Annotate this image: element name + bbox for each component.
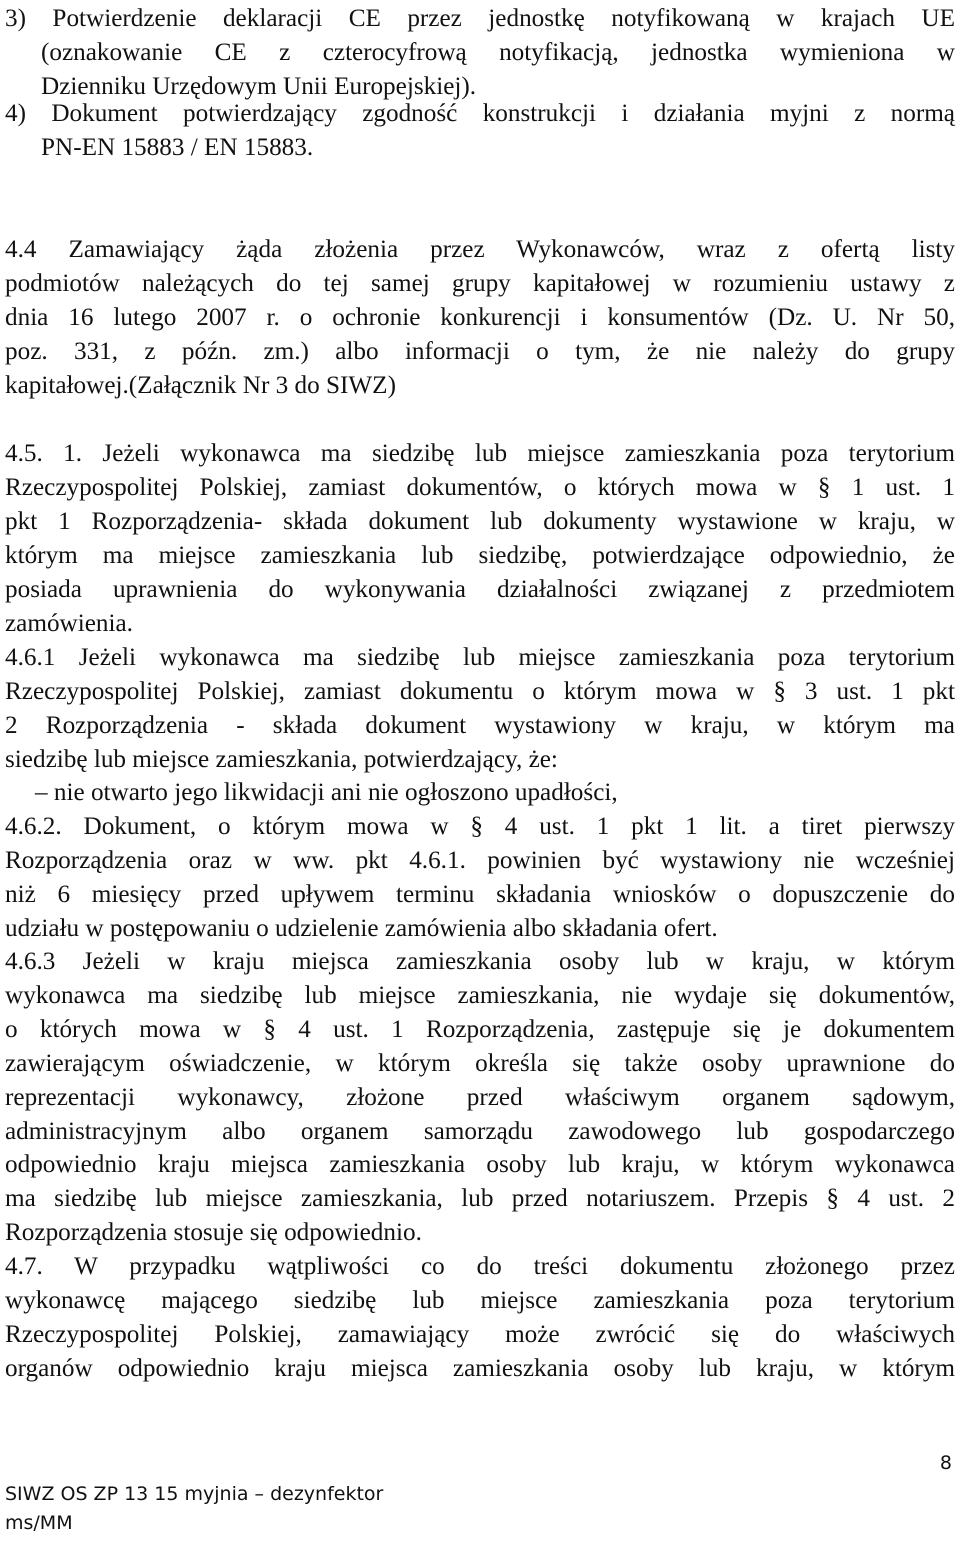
text-line: którym ma miejsce zamieszkania lub siedzibę, potwierdzające odpowiednio, że [5, 541, 955, 569]
text-line: Rzeczypospolitej Polskiej, zamiast dokumentów, o których mowa w § 1 ust. 1 [5, 473, 955, 501]
text-line: Rzeczypospolitej Polskiej, zamiast dokumentu o którym mowa w § 3 ust. 1 pkt [5, 677, 955, 705]
text-line: reprezentacji wykonawcy, złożone przed właściwym organem sądowym, [5, 1083, 955, 1111]
text-line: 4.4 Zamawiający żąda złożenia przez Wykonawców, wraz z ofertą listy [5, 236, 955, 263]
text-line: odpowiednio kraju miejsca zamieszkania osoby lub kraju, w którym wykonawca [5, 1151, 955, 1179]
text-line: wykonawca ma siedzibę lub miejsce zamieszkania, nie wydaje się dokumentów, [5, 981, 955, 1009]
text-line: wykonawcę mającego siedzibę lub miejsce zamieszkania poza terytorium [5, 1286, 955, 1314]
text-line: siedzibę lub miejsce zamieszkania, potwierdzający, że: [5, 745, 558, 773]
text-line: o których mowa w § 4 ust. 1 Rozporządzenia, zastępuje się je dokumentem [5, 1015, 955, 1043]
text-line: 4) Dokument potwierdzający zgodność konstrukcji i działania myjni z normą [5, 100, 955, 127]
text-line: zamówienia. [5, 609, 133, 637]
paragraph-4-6-1 [5, 641, 955, 777]
text-line: 2 Rozporządzenia - składa dokument wystawiony w kraju, w którym ma [5, 711, 955, 739]
text-line: 4.6.1 Jeżeli wykonawca ma siedzibę lub miejsce zamieszkania poza terytorium [5, 644, 955, 671]
text-line: udziału w postępowaniu o udzielenie zamówienia albo składania ofert. [5, 914, 718, 942]
text-line: podmiotów należących do tej samej grupy kapitałowej w rozumieniu ustawy z [5, 269, 955, 297]
paragraph-4-5-1 [5, 437, 955, 640]
text-line: – nie otwarto jego likwidacji ani nie ogłoszono upadłości, [35, 779, 618, 806]
text-line: 4.6.2. Dokument, o którym mowa w § 4 ust. 1 pkt 1 lit. a tiret pierwszy [5, 813, 955, 840]
text-line: PN-EN 15883 / EN 15883. [41, 133, 314, 161]
footer-initials: ms/MM [5, 1512, 73, 1534]
text-line: 4.6.3 Jeżeli w kraju miejsca zamieszkania osoby lub w kraju, w którym [5, 948, 955, 975]
paragraph-4-6-3 [5, 945, 955, 1250]
text-line: administracyjnym albo organem samorządu zawodowego lub gospodarczego [5, 1117, 955, 1145]
list-item-4 [5, 97, 955, 165]
text-line: kapitałowej.(Załącznik Nr 3 do SIWZ) [5, 371, 396, 399]
dash-list-item [5, 776, 955, 810]
paragraph-4-4 [5, 233, 955, 403]
text-line: Rozporządzenia stosuje się odpowiednio. [5, 1219, 422, 1247]
page-number: 8 [939, 1452, 952, 1474]
text-line: dnia 16 lutego 2007 r. o ochronie konkurencji i konsumentów (Dz. U. Nr 50, [5, 303, 955, 331]
text-line: organów odpowiednio kraju miejsca zamieszkania osoby lub kraju, w którym [5, 1354, 955, 1382]
text-line: 3) Potwierdzenie deklaracji CE przez jednostkę notyfikowaną w krajach UE [5, 5, 955, 32]
text-line: (oznakowanie CE z czterocyfrową notyfikacją, jednostka wymieniona w [41, 38, 955, 66]
footer-doc-reference: SIWZ OS ZP 13 15 myjnia – dezynfektor [5, 1483, 384, 1505]
paragraph-4-6-2 [5, 810, 955, 946]
text-line: niż 6 miesięcy przed upływem terminu składania wniosków o dopuszczenie do [5, 880, 955, 908]
text-line: poz. 331, z późn. zm.) albo informacji o tym, że nie należy do grupy [5, 337, 955, 365]
text-line: Rozporządzenia oraz w ww. pkt 4.6.1. powinien być wystawiony nie wcześniej [5, 846, 955, 874]
text-line: Dzienniku Urzędowym Unii Europejskiej). [41, 72, 477, 100]
text-line: ma siedzibę lub miejsce zamieszkania, lub przed notariuszem. Przepis § 4 ust. 2 [5, 1185, 955, 1213]
text-line: 4.7. W przypadku wątpliwości co do treści dokumentu złożonego przez [5, 1253, 955, 1280]
text-line: pkt 1 Rozporządzenia- składa dokument lub dokumenty wystawione w kraju, w [5, 507, 955, 535]
list-item-3 [5, 2, 955, 104]
text-line: 4.5. 1. Jeżeli wykonawca ma siedzibę lub miejsce zamieszkania poza terytorium [5, 440, 955, 467]
page-footer [5, 1480, 383, 1538]
text-line: zawierającym oświadczenie, w którym określa się także osoby uprawnione do [5, 1049, 955, 1077]
text-line: Rzeczypospolitej Polskiej, zamawiający może zwrócić się do właściwych [5, 1320, 955, 1348]
paragraph-4-7 [5, 1250, 955, 1386]
text-line: posiada uprawnienia do wykonywania działalności związanej z przedmiotem [5, 575, 955, 603]
